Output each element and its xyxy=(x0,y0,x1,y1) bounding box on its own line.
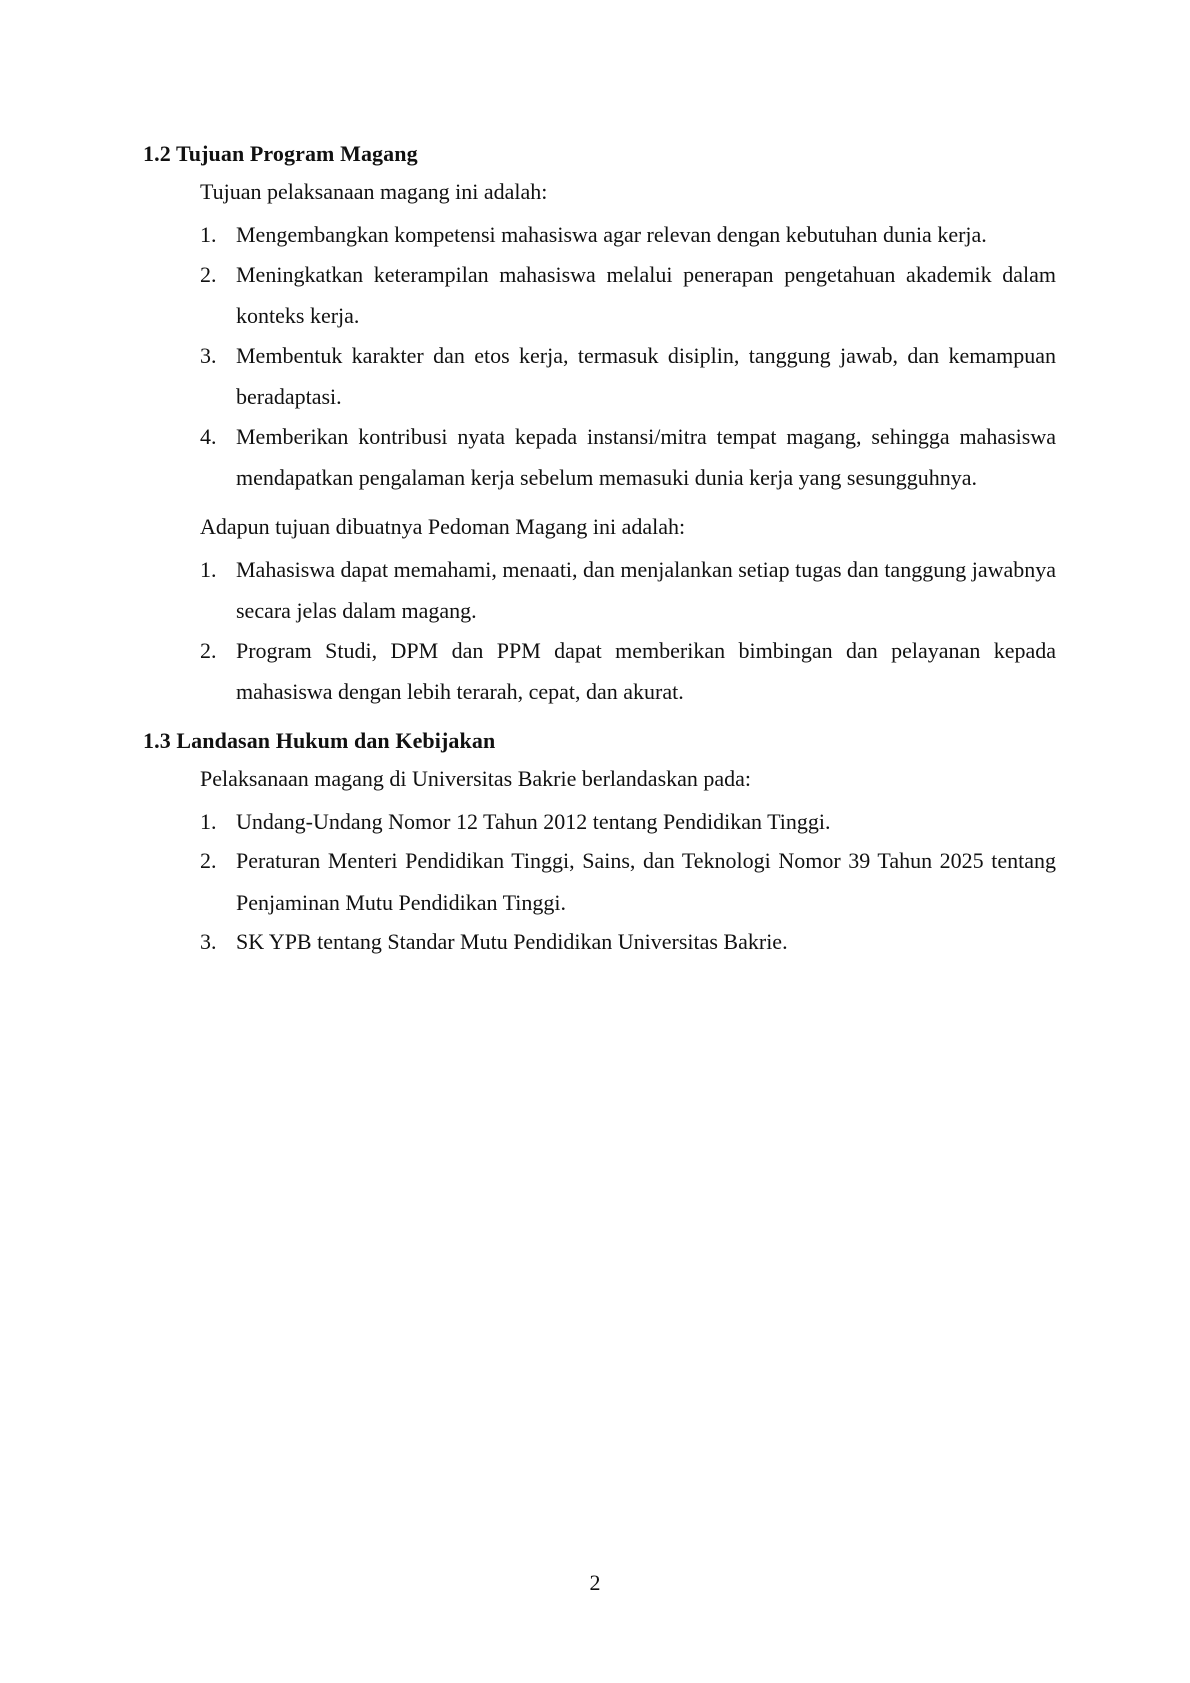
list-item xyxy=(143,254,1056,337)
list-item xyxy=(143,549,1056,632)
list-item-text: SK YPB tentang Standar Mutu Pendidikan Universitas Bakrie. xyxy=(236,929,788,954)
list-item xyxy=(143,630,1056,713)
list-item xyxy=(143,416,1056,499)
list-item-text: Peraturan Menteri Pendidikan Tinggi, Sains, dan Teknologi Nomor 39 Tahun 2025 tentang Penjaminan Mutu Pendidikan Tinggi. xyxy=(236,848,1056,915)
numbered-list xyxy=(143,214,1056,499)
list-item xyxy=(143,921,1056,963)
list-item-number: 3. xyxy=(200,929,217,954)
numbered-list xyxy=(143,801,1056,963)
section-intro: Tujuan pelaksanaan magang ini adalah: xyxy=(200,179,548,204)
section-intro: Pelaksanaan magang di Universitas Bakrie berlandaskan pada: xyxy=(200,765,752,791)
list-item-text: Mengembangkan kompetensi mahasiswa agar relevan dengan kebutuhan dunia kerja. xyxy=(236,222,987,247)
section-intro: Adapun tujuan dibuatnya Pedoman Magang ini adalah: xyxy=(200,513,686,539)
list-item-number: 2. xyxy=(200,261,217,287)
list-item-number: 4. xyxy=(200,423,217,449)
list-item-number: 2. xyxy=(200,848,217,873)
section-heading-tujuan: 1.2 Tujuan Program Magang xyxy=(143,141,418,166)
list-item xyxy=(143,335,1056,418)
list-item xyxy=(143,840,1056,923)
list-item-text: Memberikan kontribusi nyata kepada instansi/mitra tempat magang, sehingga mahasiswa mendapatkan pengalaman kerja sebelum memasuki dunia kerja yang sesungguhnya. xyxy=(236,423,1056,490)
list-item-text: Undang-Undang Nomor 12 Tahun 2012 tentang Pendidikan Tinggi. xyxy=(236,808,831,834)
list-item xyxy=(143,214,1056,256)
list-item-text: Program Studi, DPM dan PPM dapat memberikan bimbingan dan pelayanan kepada mahasiswa dengan lebih terarah, cepat, dan akurat. xyxy=(236,637,1056,704)
list-item xyxy=(143,801,1056,843)
list-item-number: 1. xyxy=(200,222,217,247)
list-item-number: 1. xyxy=(200,556,217,582)
page-content xyxy=(143,140,1056,977)
section-heading-landasan-hukum: 1.3 Landasan Hukum dan Kebijakan xyxy=(143,727,496,753)
numbered-list xyxy=(143,549,1056,713)
list-item-text: Meningkatkan keterampilan mahasiswa melalui penerapan pengetahuan akademik dalam konteks kerja. xyxy=(236,261,1056,328)
list-item-number: 1. xyxy=(200,808,217,834)
page-number: 2 xyxy=(589,1570,601,1595)
list-item-text: Mahasiswa dapat memahami, menaati, dan menjalankan setiap tugas dan tanggung jawabnya secara jelas dalam magang. xyxy=(236,556,1056,623)
list-item-number: 3. xyxy=(200,342,217,368)
list-item-number: 2. xyxy=(200,637,217,663)
list-item-text: Membentuk karakter dan etos kerja, termasuk disiplin, tanggung jawab, dan kemampuan beradaptasi. xyxy=(236,342,1056,409)
